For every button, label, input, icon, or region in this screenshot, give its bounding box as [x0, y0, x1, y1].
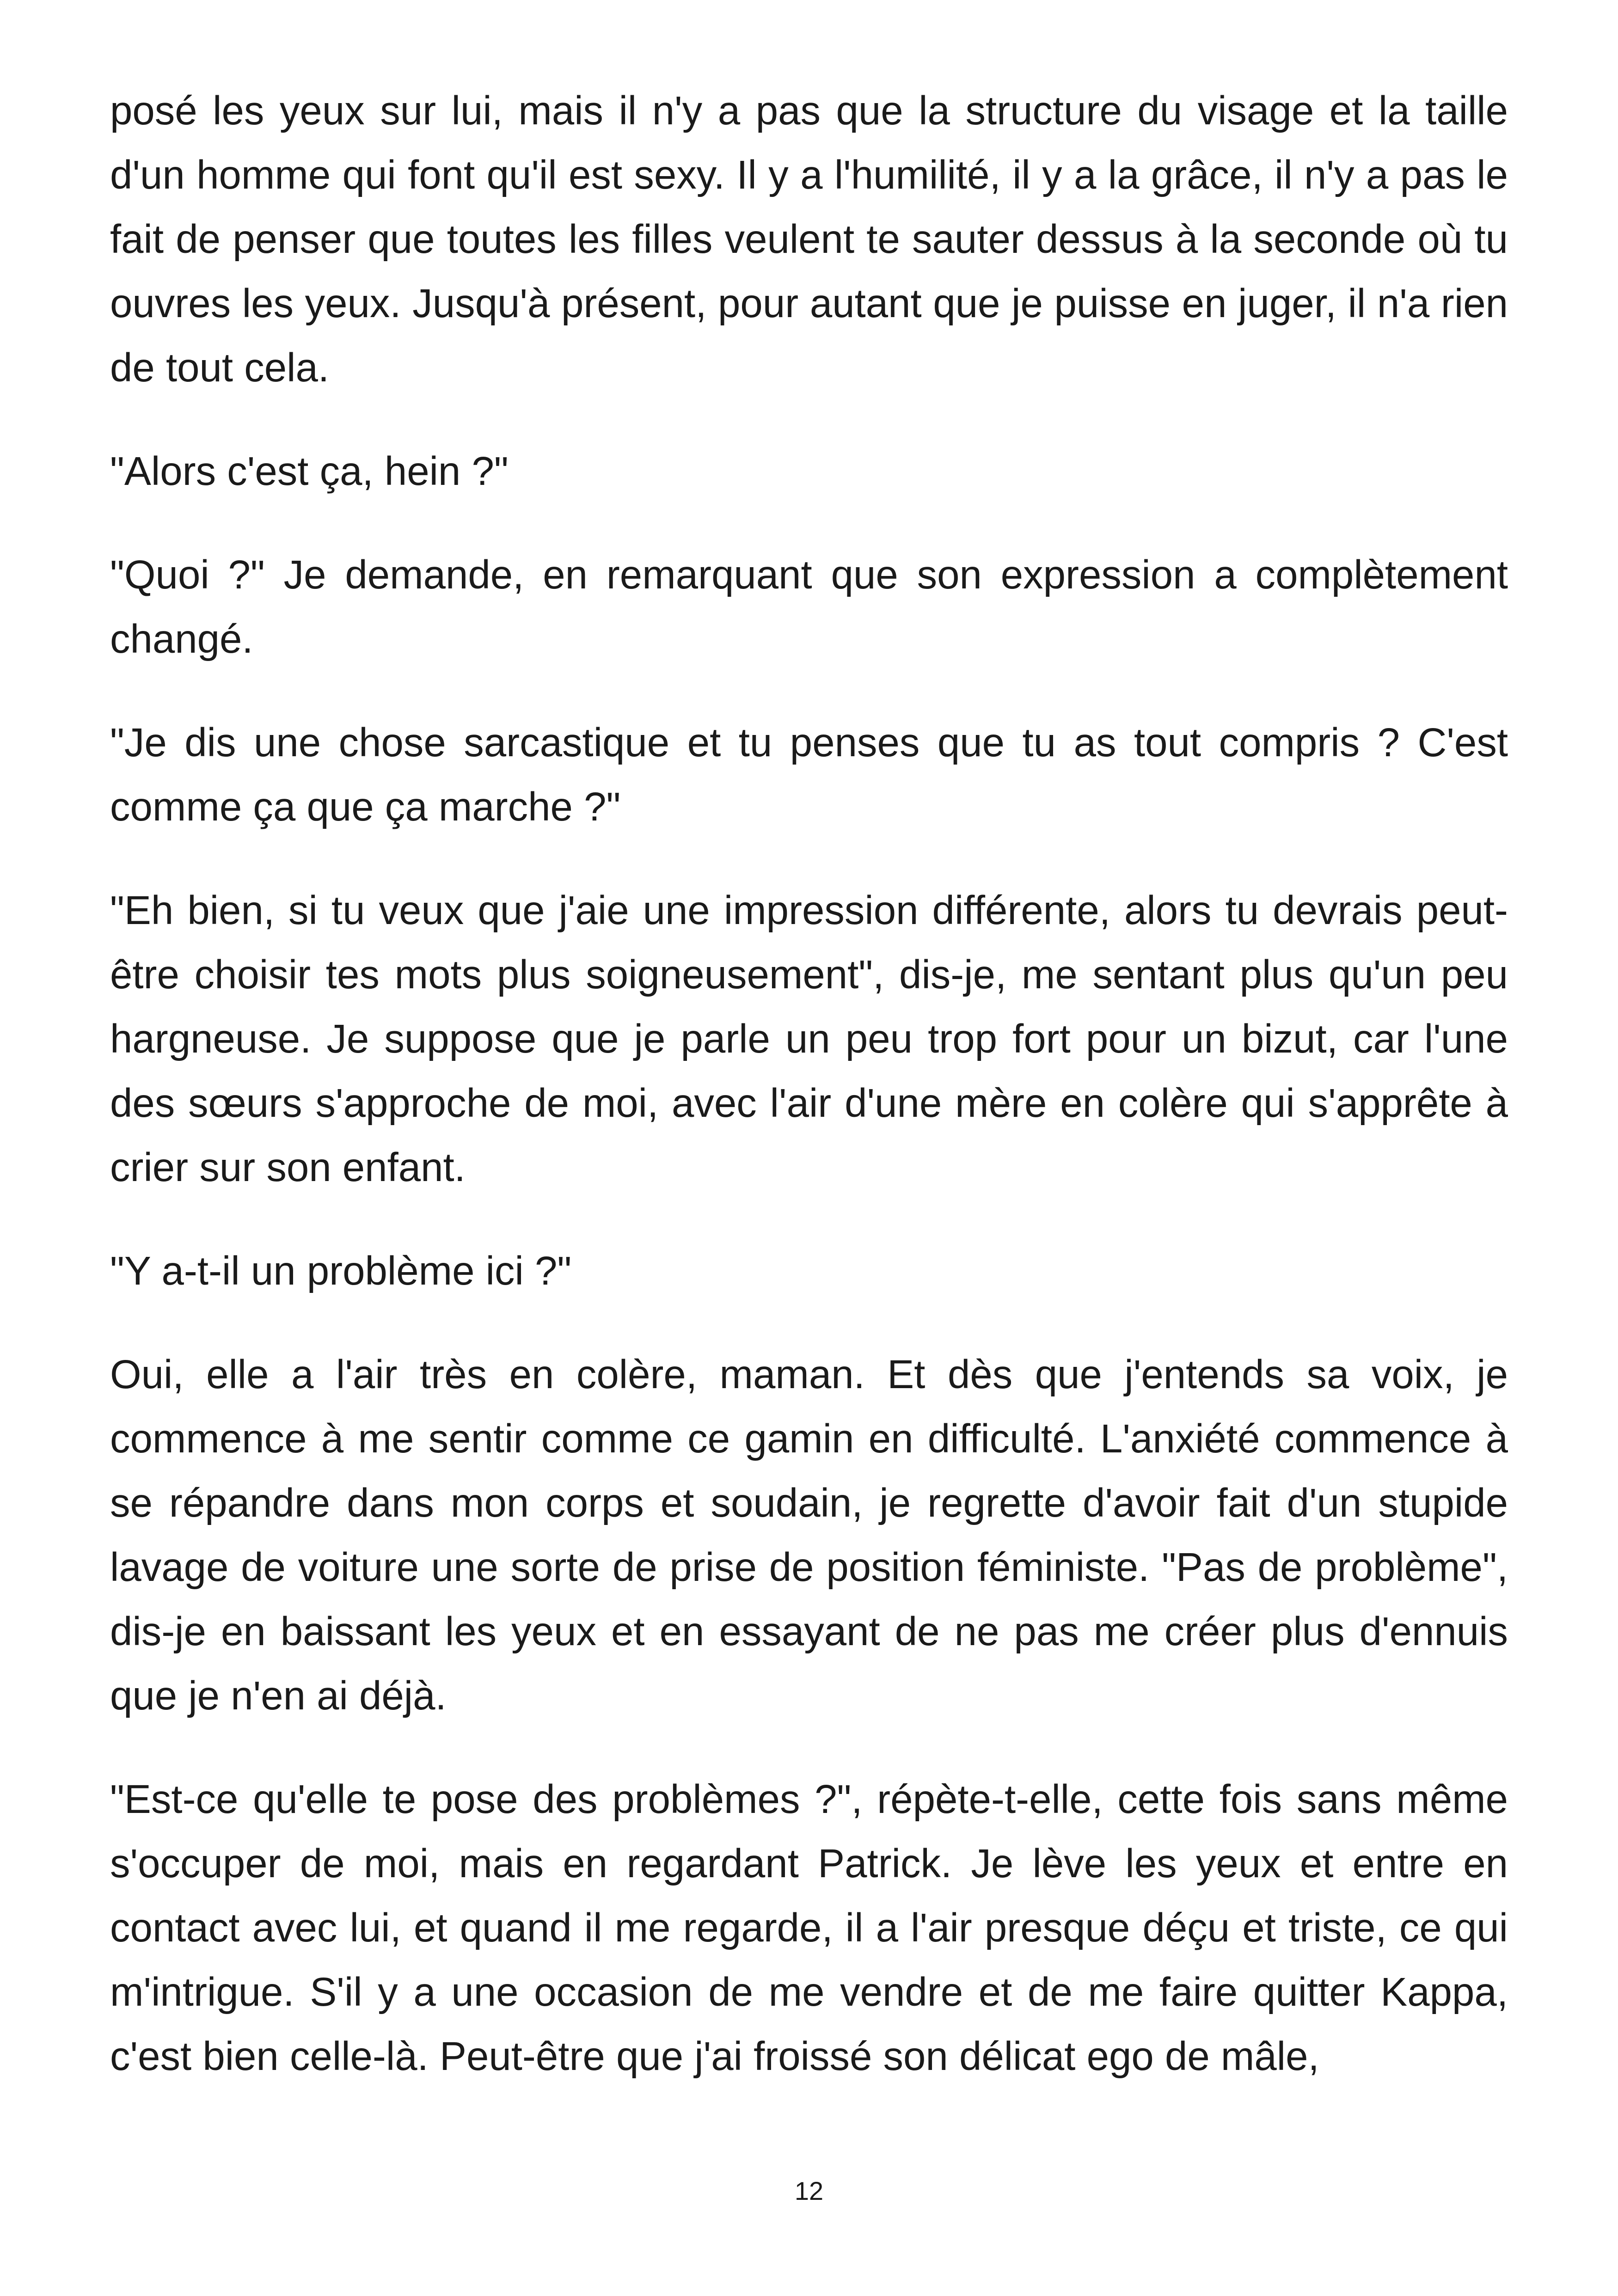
paragraph: Oui, elle a l'air très en colère, maman. Et dès que j'entends sa voix, je commence à me sentir comme ce gamin en difficulté. L'anxiété commence à se répandre dans mon corps et soudain, je regrette d'avoir fait d'un stupide lavage de voiture une sorte de prise de position féministe. "Pas de problème", dis-je en baissant les yeux et en essayant de ne pas me créer plus d'ennuis que je n'en ai déjà.: [110, 1352, 1508, 1718]
paragraph: "Je dis une chose sarcastique et tu penses que tu as tout compris ? C'est comme ça que ça marche ?": [110, 720, 1508, 829]
paragraph: "Alors c'est ça, hein ?": [110, 449, 509, 494]
paragraph: "Eh bien, si tu veux que j'aie une impression différente, alors tu devrais peut-être choisir tes mots plus soigneusement", dis-je, me sentant plus qu'un peu hargneuse. Je suppose que je parle un peu trop fort pour un bizut, car l'une des sœurs s'approche de moi, avec l'air d'une mère en colère qui s'apprête à crier sur son enfant.: [110, 888, 1508, 1190]
paragraph: posé les yeux sur lui, mais il n'y a pas que la structure du visage et la taille d'un homme qui font qu'il est sexy. Il y a l'humilité, il y a la grâce, il n'y a pas le fait de penser que toutes les filles veulent te sauter dessus à la seconde où tu ouvres les yeux. Jusqu'à présent, pour autant que je puisse en juger, il n'a rien de tout cela.: [110, 88, 1508, 390]
paragraph: "Quoi ?" Je demande, en remarquant que son expression a complètement changé.: [110, 552, 1508, 661]
page-number: 12: [794, 2176, 824, 2205]
body-text: [110, 79, 1508, 2128]
paragraph: "Y a-t-il un problème ici ?": [110, 1249, 572, 1293]
paragraph: "Est-ce qu'elle te pose des problèmes ?", répète-t-elle, cette fois sans même s'occuper de moi, mais en regardant Patrick. Je lève les yeux et entre en contact avec lui, et quand il me regarde, il a l'air presque déçu et triste, ce qui m'intrigue. S'il y a une occasion de me vendre et de me faire quitter Kappa, c'est bien celle-là. Peut-être que j'ai froissé son délicat ego de mâle,: [110, 1777, 1508, 2079]
